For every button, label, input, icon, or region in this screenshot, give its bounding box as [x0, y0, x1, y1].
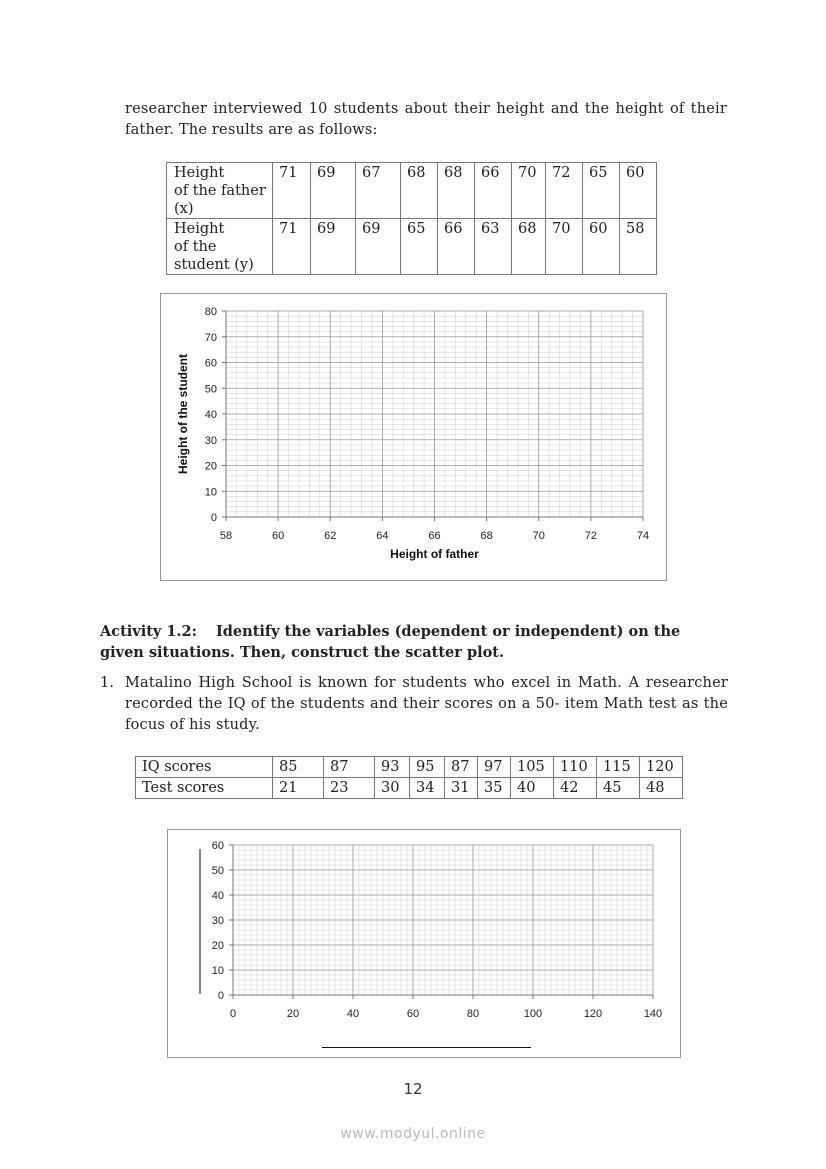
list-item	[100, 673, 728, 736]
cell: 105	[511, 757, 554, 778]
x-tick-label: 58	[219, 530, 233, 542]
y-tick-label: 0	[217, 990, 224, 1002]
chart-height-svg	[161, 294, 666, 580]
y-axis-label: Height of the student	[176, 354, 190, 474]
y-tick-label: 30	[204, 434, 217, 447]
cell: 31	[445, 778, 478, 799]
row-label: IQ scores	[136, 757, 273, 778]
cell: 66	[438, 219, 475, 275]
item-text: Matalino High School is known for students who excel in Math. A researcher recorded the IQ of the students and their scores on a 50- item Math test as the focus of his study.	[125, 675, 728, 733]
y-tick-label: 0	[210, 512, 217, 524]
activity-label: Activity 1.2:	[100, 623, 197, 640]
cell: 45	[597, 778, 640, 799]
cell: 87	[324, 757, 375, 778]
x-tick-label: 40	[346, 1008, 360, 1020]
cell: 71	[273, 163, 311, 219]
y-tick-label: 20	[204, 460, 217, 473]
height-table	[166, 162, 657, 275]
cell: 68	[401, 163, 438, 219]
cell: 67	[356, 163, 401, 219]
cell: 63	[475, 219, 512, 275]
table-row	[167, 219, 657, 275]
cell: 65	[401, 219, 438, 275]
cell: 66	[475, 163, 512, 219]
cell: 30	[375, 778, 410, 799]
chart-height	[160, 293, 667, 581]
y-tick-label: 20	[211, 940, 224, 952]
x-tick-label: 140	[643, 1008, 663, 1020]
cell: 95	[410, 757, 445, 778]
y-tick-label: 50	[211, 865, 224, 877]
activity-text: Identify the variables (dependent or independent) on the given situations. Then, construct the scatter plot.	[100, 623, 681, 661]
y-tick-label: 30	[211, 915, 224, 927]
row-label: Height of the student (y)	[167, 219, 273, 275]
table-row	[167, 163, 657, 219]
iq-table	[135, 756, 683, 799]
x-tick-label: 74	[636, 530, 650, 542]
cell: 34	[410, 778, 445, 799]
cell: 70	[546, 219, 583, 275]
x-tick-label: 64	[376, 530, 389, 542]
cell: 68	[438, 163, 475, 219]
cell: 69	[356, 219, 401, 275]
y-tick-label: 10	[204, 486, 217, 499]
cell: 97	[478, 757, 511, 778]
cell: 70	[512, 163, 546, 219]
table-row	[136, 778, 683, 799]
cell: 120	[640, 757, 683, 778]
y-tick-label: 60	[204, 357, 217, 370]
cell: 72	[546, 163, 583, 219]
y-tick-label: 10	[211, 965, 224, 977]
cell: 35	[478, 778, 511, 799]
cell: 69	[311, 219, 356, 275]
cell: 60	[620, 163, 657, 219]
watermark: www.modyul.online	[340, 1126, 486, 1142]
x-tick-label: 72	[584, 530, 597, 542]
intro-paragraph: researcher interviewed 10 students about their height and the height of their father. The results are as follows:	[125, 101, 727, 138]
x-tick-label: 60	[406, 1008, 420, 1020]
x-tick-label: 120	[583, 1008, 603, 1020]
x-tick-label: 80	[466, 1008, 480, 1020]
cell: 40	[511, 778, 554, 799]
cell: 58	[620, 219, 657, 275]
y-tick-label: 50	[204, 383, 217, 396]
x-tick-label: 0	[229, 1008, 237, 1020]
chart-iq-svg	[168, 830, 680, 1057]
row-label: Test scores	[136, 778, 273, 799]
cell: 21	[273, 778, 324, 799]
table-row	[136, 757, 683, 778]
x-tick-label: 68	[480, 530, 493, 542]
x-tick-label: 60	[272, 530, 285, 542]
cell: 60	[583, 219, 620, 275]
cell: 110	[554, 757, 597, 778]
chart-iq	[167, 829, 681, 1058]
cell: 93	[375, 757, 410, 778]
cell: 23	[324, 778, 375, 799]
xlabel-blank-line	[322, 1047, 531, 1048]
row-label: Height of the father (x)	[167, 163, 273, 219]
cell: 65	[583, 163, 620, 219]
cell: 48	[640, 778, 683, 799]
x-tick-label: 62	[324, 530, 337, 542]
cell: 42	[554, 778, 597, 799]
y-tick-label: 40	[204, 409, 217, 421]
activity-heading	[100, 621, 728, 663]
cell: 68	[512, 219, 546, 275]
cell: 69	[311, 163, 356, 219]
y-tick-label: 70	[204, 331, 217, 344]
cell: 85	[273, 757, 324, 778]
page-number: 12	[403, 1080, 423, 1098]
x-axis-label: Height of father	[390, 547, 479, 561]
x-tick-label: 100	[523, 1008, 543, 1020]
cell: 87	[445, 757, 478, 778]
y-tick-label: 80	[204, 306, 217, 318]
item-number: 1.	[100, 675, 115, 691]
x-tick-label: 20	[286, 1008, 300, 1020]
y-tick-label: 60	[211, 840, 224, 852]
x-tick-label: 66	[428, 530, 441, 542]
cell: 71	[273, 219, 311, 275]
x-tick-label: 70	[532, 530, 545, 542]
cell: 115	[597, 757, 640, 778]
y-tick-label: 40	[211, 890, 224, 902]
